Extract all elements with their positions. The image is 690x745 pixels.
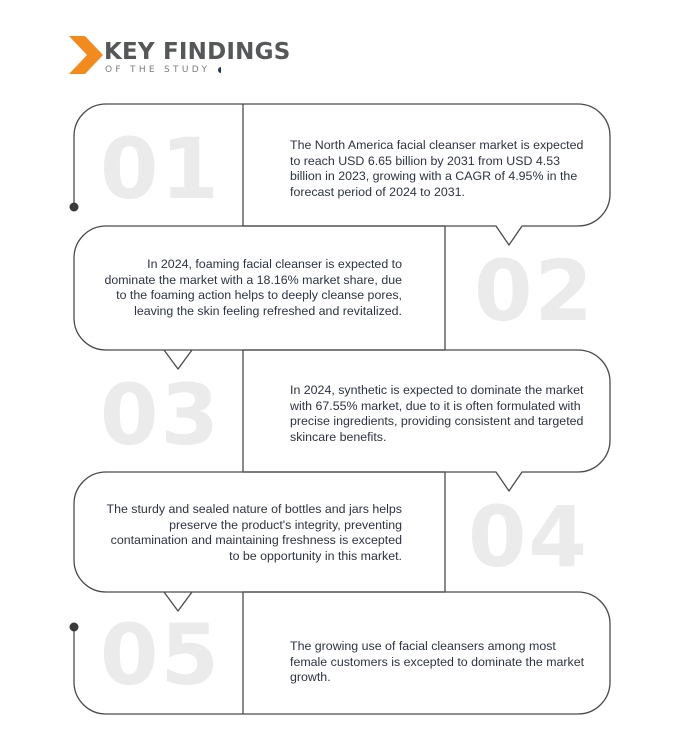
page-subtitle: OF THE STUDY xyxy=(105,65,211,75)
page-title: KEY FINDINGS xyxy=(104,39,291,65)
finding-text-01: The North America facial cleanser market is expected to reach USD 6.65 billion by 2031 from USD 4.53 billion in 2023, growing with a CAGR of 4.95% in the forecast period of 2024 to 2031. xyxy=(290,138,584,199)
finding-number-04: 04 xyxy=(468,488,589,586)
end-dot xyxy=(70,623,79,632)
finding-text-03: In 2024, synthetic is expected to dominate the market with 67.55% market, due to it is often formulated with precise ingredients, providing consistent and targeted skincare benefits. xyxy=(290,383,584,444)
finding-text-05: The growing use of facial cleansers among most female customers is excepted to dominate the market growth. xyxy=(290,639,585,684)
finding-number-05: 05 xyxy=(100,606,221,704)
finding-text-04: The sturdy and sealed nature of bottles and jars helps preserve the product's integrity, preventing contamination and maintaining freshness is excepted to be opportunity in this market. xyxy=(106,502,402,563)
finding-number-02: 02 xyxy=(474,242,595,340)
finding-text-02: In 2024, foaming facial cleanser is expected to dominate the market with a 18.16% market share, due to the foaming action helps to deeply cleanse pores, leaving the skin feeling refreshed and revitalized. xyxy=(104,257,402,318)
finding-number-01: 01 xyxy=(100,120,221,218)
finding-number-03: 03 xyxy=(100,366,221,464)
start-dot xyxy=(70,203,79,212)
